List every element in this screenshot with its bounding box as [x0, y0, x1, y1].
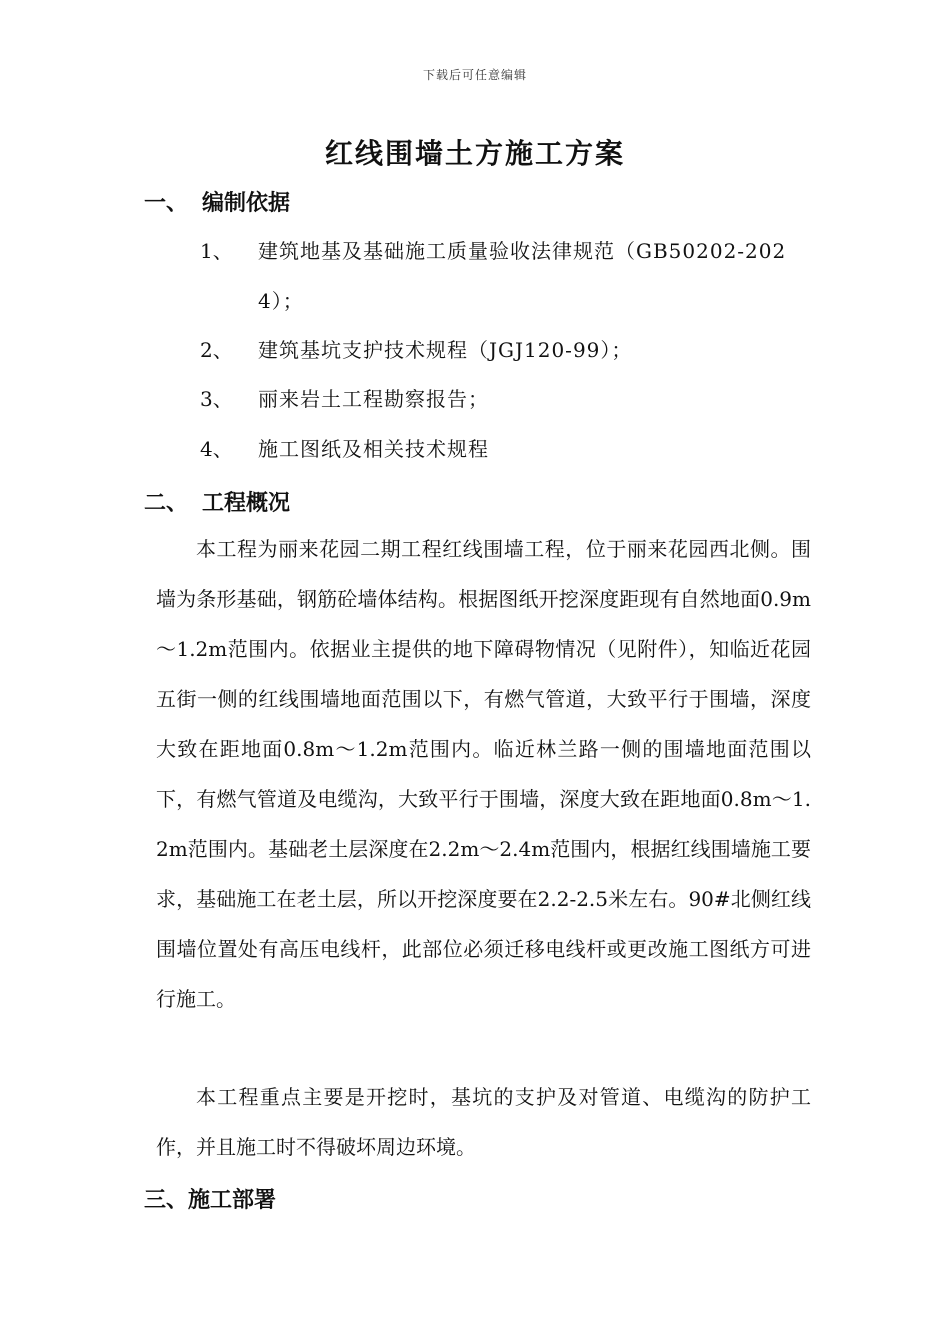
section-number: 一、 — [144, 190, 189, 216]
section-number: 三、 — [144, 1187, 189, 1213]
header-note: 下载后可任意编辑 — [422, 68, 527, 82]
list-item-index: 2、 — [200, 338, 233, 362]
section-label: 编制依据 — [202, 190, 291, 216]
list-item — [200, 424, 810, 474]
list-item — [200, 226, 810, 326]
list-item-text: 建筑地基及基础施工质量验收法律规范（GB50202-2024）； — [258, 239, 787, 313]
document-title: 红线围墙土方施工方案 — [324, 137, 625, 170]
section-number: 二、 — [144, 490, 189, 516]
list-item-index: 1、 — [200, 239, 233, 263]
list-item-index: 4、 — [200, 437, 233, 461]
list-item-index: 3、 — [200, 387, 233, 411]
list-item-text: 施工图纸及相关技术规程 — [258, 437, 489, 461]
section-heading-deployment — [144, 1183, 276, 1214]
list-item-text: 丽来岩土工程勘察报告； — [258, 387, 489, 411]
list-item — [200, 374, 810, 424]
list-item — [200, 325, 810, 375]
list-item-text: 建筑基坑支护技术规程（JGJ120-99）； — [258, 338, 633, 362]
section-heading-basis — [144, 186, 290, 217]
section-label: 施工部署 — [188, 1187, 277, 1213]
section-label: 工程概况 — [202, 490, 291, 516]
paragraph-key-points: 本工程重点主要是开挖时，基坑的支护及对管道、电缆沟的防护工作，并且施工时不得破坏周边环境。 — [156, 1085, 811, 1159]
section-heading-overview — [144, 486, 290, 517]
paragraph-overview: 本工程为丽来花园二期工程红线围墙工程，位于丽来花园西北侧。围墙为条形基础，钢筋砼墙体结构。根据图纸开挖深度距现有自然地面0.9m～1.2m范围内。依据业主提供的地下障碍物情况（见附件），知临近花园五街一侧的红线围墙地面范围以下，有燃气管道，大致平行于围墙，深度大致在距地面0.8m～1.2m范围内。临近林兰路一侧的围墙地面范围以下，有燃气管道及电缆沟，大致平行于围墙，深度大致在距地面0.8m～1.2m范围内。基础老土层深度在2.2m～2.4m范围内，根据红线围墙施工要求，基础施工在老土层，所以开挖深度要在2.2-2.5米左右。90#北侧红线围墙位置处有高压电线杆，此部位必须迁移电线杆或更改施工图纸方可进行施工。 — [156, 537, 811, 1011]
